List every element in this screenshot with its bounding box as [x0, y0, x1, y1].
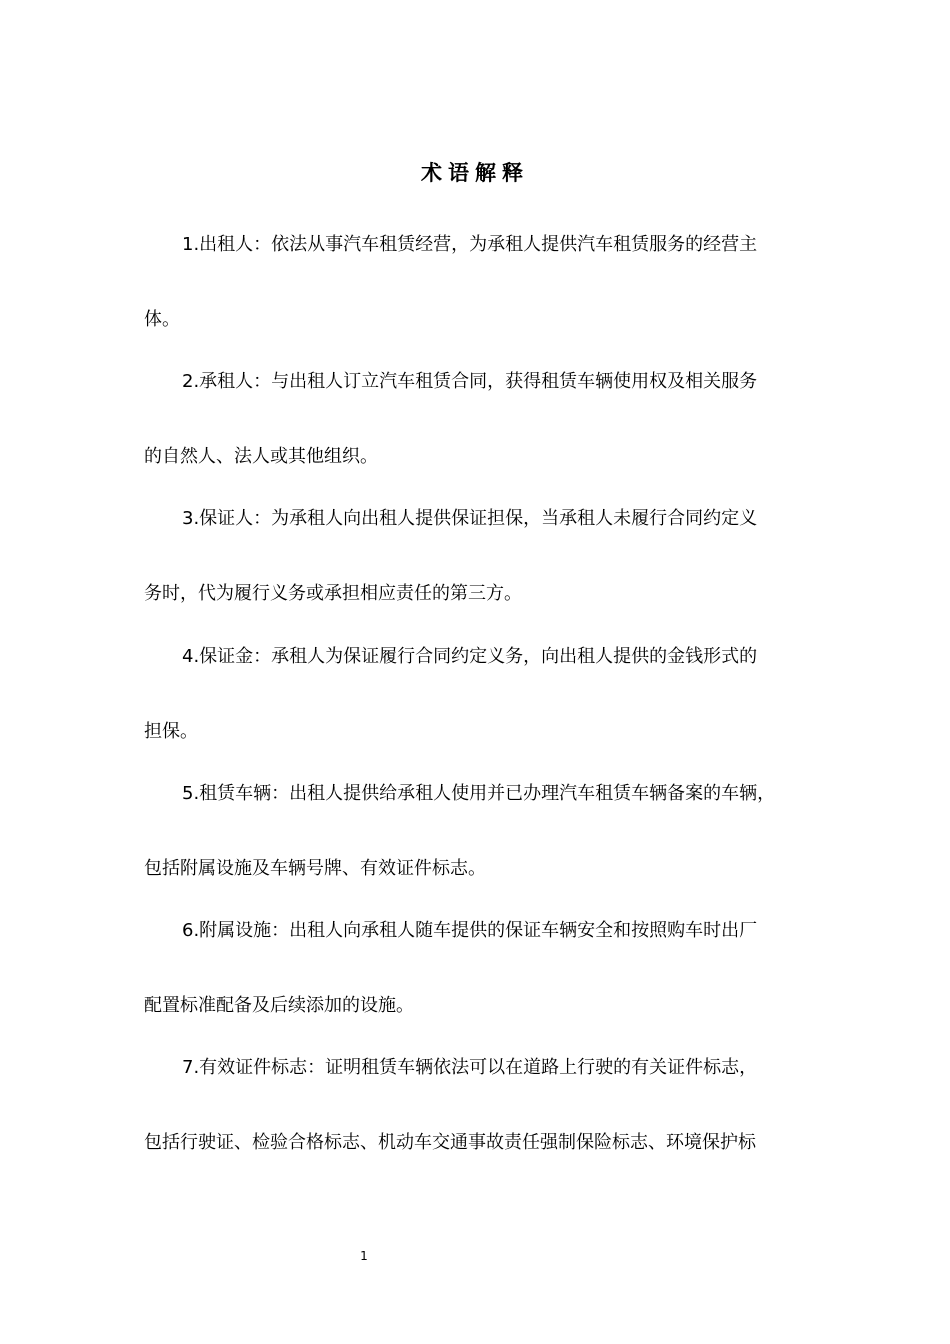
term-3-line-1: 3.保证人：为承租人向出租人提供保证担保，当承租人未履行合同约定义	[182, 508, 758, 529]
term-2-line-1: 2.承租人：与出租人订立汽车租赁合同，获得租赁车辆使用权及相关服务	[182, 371, 758, 392]
term-2-line-2: 的自然人、法人或其他组织。	[144, 446, 378, 467]
term-3-line-2: 务时，代为履行义务或承担相应责任的第三方。	[144, 583, 522, 604]
term-1-line-2: 体。	[144, 309, 180, 330]
term-4-line-1: 4.保证金：承租人为保证履行合同约定义务，向出租人提供的金钱形式的	[182, 646, 758, 667]
document-title: 术语解释	[421, 161, 529, 185]
term-6-line-2: 配置标准配备及后续添加的设施。	[144, 995, 414, 1016]
term-6-line-1: 6.附属设施：出租人向承租人随车提供的保证车辆安全和按照购车时出厂	[182, 920, 758, 941]
term-5-line-1: 5.租赁车辆：出租人提供给承租人使用并已办理汽车租赁车辆备案的车辆，	[182, 783, 776, 804]
term-5-line-2: 包括附属设施及车辆号牌、有效证件标志。	[144, 858, 486, 879]
term-7-line-2: 包括行驶证、检验合格标志、机动车交通事故责任强制保险标志、环境保护标	[144, 1132, 756, 1153]
term-1-line-1: 1.出租人：依法从事汽车租赁经营，为承租人提供汽车租赁服务的经营主	[182, 234, 758, 255]
term-7-line-1: 7.有效证件标志：证明租赁车辆依法可以在道路上行驶的有关证件标志，	[182, 1057, 758, 1078]
page-number: 1	[360, 1249, 368, 1263]
term-4-line-2: 担保。	[144, 721, 198, 742]
